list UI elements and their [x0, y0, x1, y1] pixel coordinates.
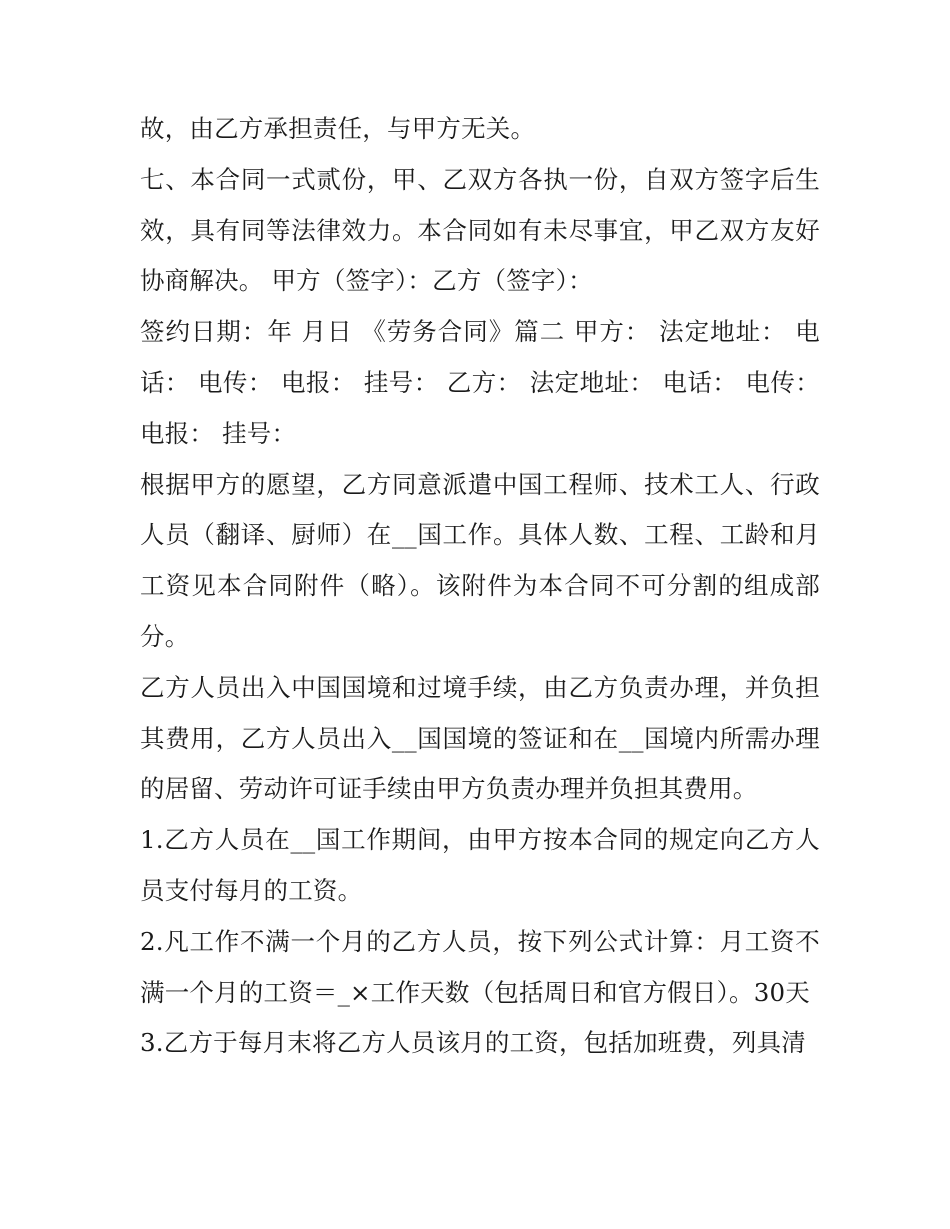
paragraph-item-2: 2.凡工作不满一个月的乙方人员，按下列公式计算：月工资不满一个月的工资＝_×工作天数（包括周日和官方假日）。30天 — [140, 926, 820, 1007]
paragraph-border-procedures: 乙方人员出入中国国境和过境手续，由乙方负责办理，并负担其费用，乙方人员出入__国国境的签证和在__国境内所需办理的居留、劳动许可证手续由甲方负责办理并负担其费用。 — [140, 672, 820, 804]
paragraph-liability-end: 故，由乙方承担责任，与甲方无关。 — [140, 114, 536, 143]
document-body — [140, 104, 828, 1069]
paragraph-item-3: 3.乙方于每月末将乙方人员该月的工资，包括加班费，列具清 — [140, 1028, 806, 1058]
paragraph-clause-seven: 七、本合同一式贰份，甲、乙双方各执一份，自双方签字后生效，具有同等法律效力。本合同如有未尽事宜，甲乙双方友好协商解决。 甲方（签字）：乙方（签字）： — [140, 164, 820, 296]
paragraph-item-1: 1.乙方人员在__国工作期间，由甲方按本合同的规定向乙方人员支付每月的工资。 — [140, 825, 820, 905]
paragraph-dispatch: 根据甲方的愿望，乙方同意派遣中国工程师、技术工人、行政人员（翻译、厨师）在__国工作。具体人数、工程、工龄和月工资见本合同附件（略）。该附件为本合同不可分割的组成部分。 — [140, 469, 820, 651]
paragraph-signing-info: 签约日期：年 月日 《劳务合同》篇二 甲方： 法定地址： 电话： 电传： 电报： 挂号： 乙方： 法定地址： 电话： 电传： 电报： 挂号： — [140, 317, 828, 448]
